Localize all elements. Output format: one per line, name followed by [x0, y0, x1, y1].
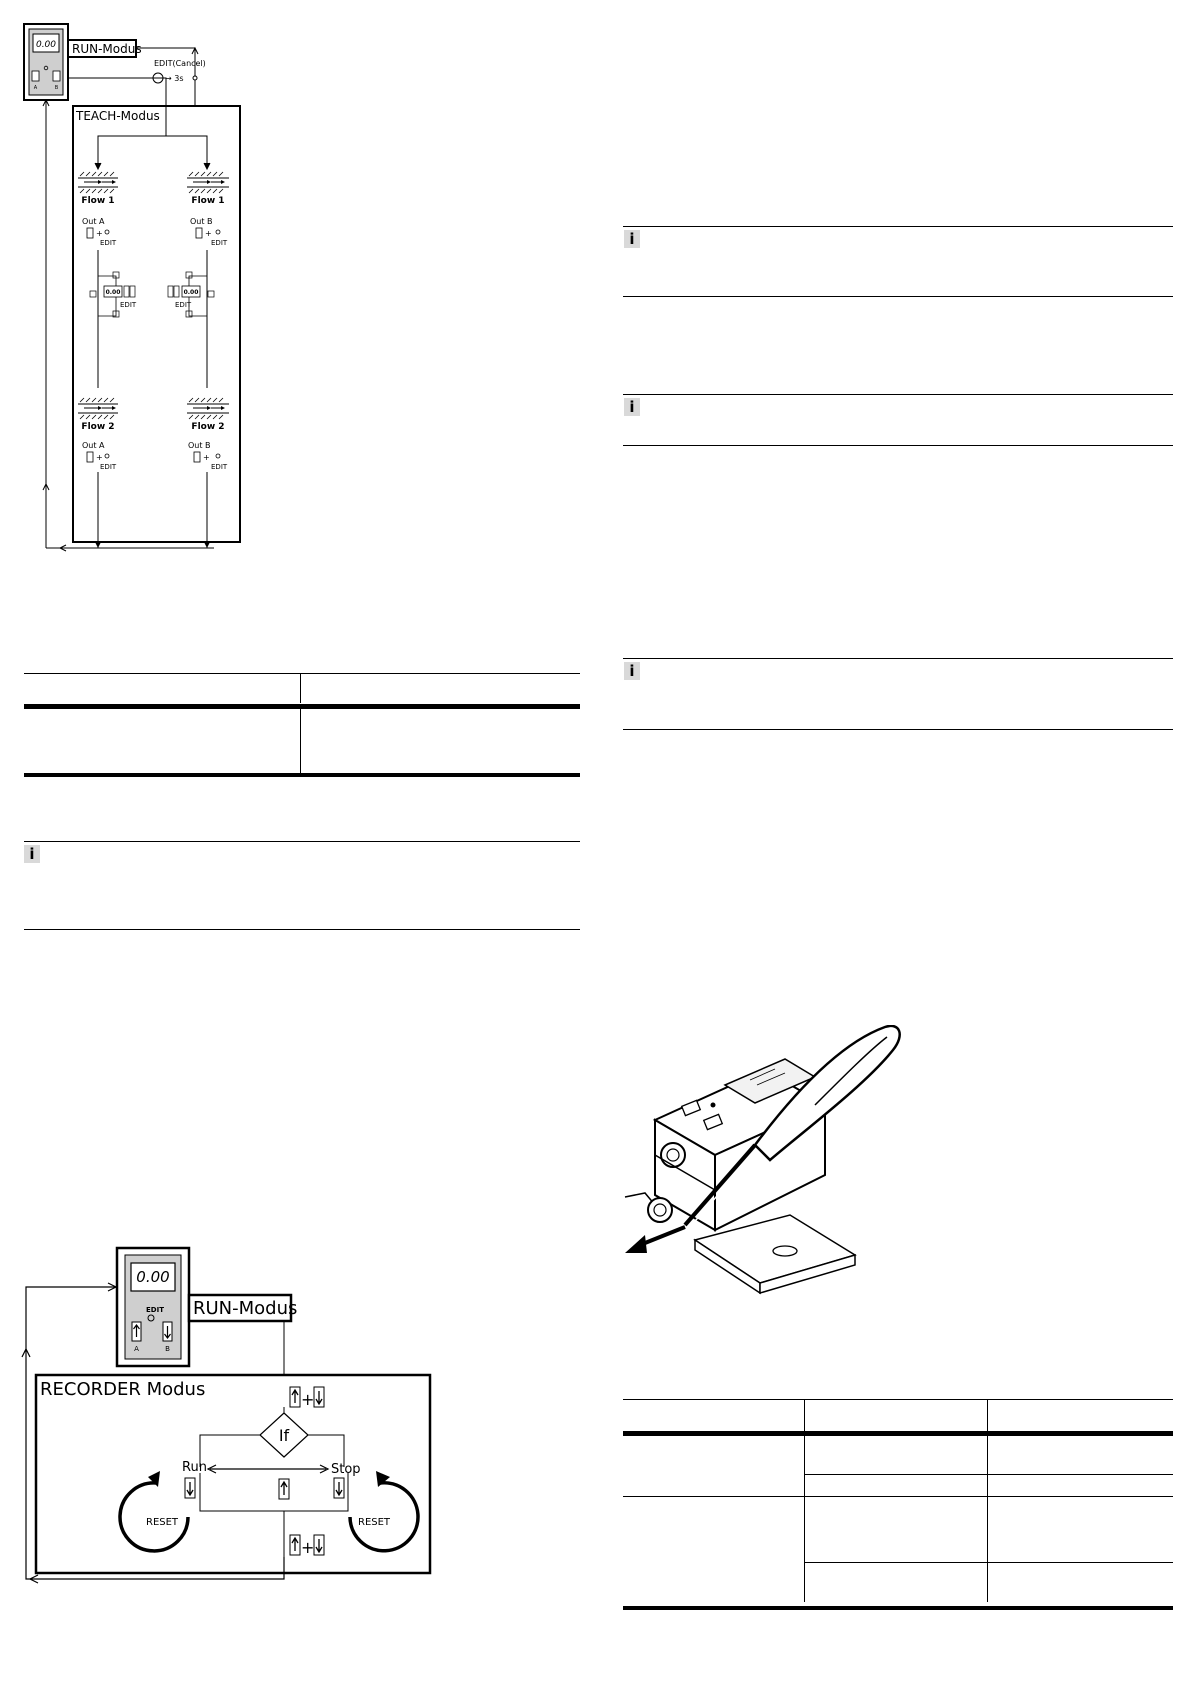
svg-text:EDIT: EDIT — [211, 239, 228, 247]
right-note2-top-rule — [623, 394, 1173, 395]
svg-text:+: + — [205, 229, 212, 238]
stop-label: Stop — [331, 1462, 361, 1477]
sensor-device — [648, 1059, 825, 1230]
svg-text:B: B — [165, 1345, 170, 1353]
edit-cancel-label: EDIT(Cancel) — [154, 59, 206, 68]
info-icon: i — [24, 845, 40, 863]
svg-text:EDIT: EDIT — [211, 463, 228, 471]
left-table-body — [24, 709, 580, 774]
flow2-right-symbol — [187, 398, 229, 419]
teach-display-value: 0.00 — [35, 40, 57, 50]
right-note1-top-rule — [623, 226, 1173, 227]
svg-text:0.00: 0.00 — [183, 289, 199, 296]
right-note3-bottom-rule — [623, 729, 1173, 730]
right-table-head — [623, 1400, 1173, 1431]
svg-text:+: + — [301, 1390, 315, 1409]
left-table-top-rule — [24, 673, 580, 674]
run-label: Run — [182, 1460, 207, 1475]
info-icon: i — [624, 398, 640, 416]
flow1-left-symbol — [78, 172, 118, 193]
teach-mode-diagram — [18, 18, 268, 598]
right-note3-top-rule — [623, 658, 1173, 659]
svg-text:A: A — [134, 1345, 139, 1353]
recorder-modus-label: RECORDER Modus — [40, 1379, 206, 1400]
svg-text:Out B: Out B — [188, 441, 211, 450]
svg-text:EDIT: EDIT — [146, 1306, 164, 1314]
adjust-block-left — [90, 272, 137, 317]
pull-arrow-icon — [625, 1227, 685, 1253]
if-label: If — [278, 1426, 290, 1445]
down-arrow-key-icon — [196, 228, 202, 238]
svg-text:EDIT: EDIT — [120, 301, 137, 309]
flow2-right-label: Flow 2 — [191, 422, 225, 432]
out-b-label: Out B — [190, 217, 213, 226]
right-note2-bottom-rule — [623, 445, 1173, 446]
flow1-right-symbol — [187, 172, 229, 193]
flow1-left-label: Flow 1 — [81, 196, 115, 206]
left-table — [24, 673, 580, 703]
left-note-top-rule — [24, 841, 580, 842]
recorder-run-modus-label: RUN-Modus — [193, 1298, 298, 1319]
cancel-time-label: → 3s — [165, 74, 184, 83]
recorder-device-icon — [125, 1255, 181, 1359]
svg-text:A: A — [33, 85, 38, 91]
info-icon: i — [624, 230, 640, 248]
svg-text:+: + — [96, 229, 103, 238]
svg-text:+: + — [301, 1538, 315, 1557]
svg-text:+: + — [96, 453, 103, 462]
out-a-label: Out A — [82, 217, 105, 226]
right-note1-bottom-rule — [623, 296, 1173, 297]
info-icon: i — [624, 662, 640, 680]
flow2-left-label: Flow 2 — [81, 422, 115, 432]
svg-text:EDIT: EDIT — [175, 301, 192, 309]
svg-text:B: B — [54, 85, 59, 91]
svg-text:EDIT: EDIT — [100, 239, 117, 247]
left-table-bottom-rule — [24, 773, 580, 777]
flow2-left-symbol — [78, 398, 118, 419]
reset-left-label: RESET — [146, 1517, 179, 1528]
up-arrow-key-icon — [87, 228, 93, 238]
right-table-bottom-rule — [623, 1606, 1173, 1610]
left-note-bottom-rule — [24, 929, 580, 930]
device-removal-illustration — [615, 1025, 915, 1315]
svg-text:Out A: Out A — [82, 441, 105, 450]
reset-right-label: RESET — [358, 1517, 391, 1528]
svg-text:0.00: 0.00 — [105, 289, 121, 296]
right-table-body — [623, 1436, 1173, 1602]
svg-text:EDIT: EDIT — [100, 463, 117, 471]
recorder-mode-diagram — [20, 1245, 450, 1595]
flow1-right-label: Flow 1 — [191, 196, 225, 206]
svg-text:+: + — [203, 453, 210, 462]
recorder-display-value: 0.00 — [136, 1268, 170, 1286]
teach-modus-label: TEACH-Modus — [76, 109, 160, 123]
run-modus-label: RUN-Modus — [72, 42, 142, 56]
device-icon — [29, 29, 63, 95]
